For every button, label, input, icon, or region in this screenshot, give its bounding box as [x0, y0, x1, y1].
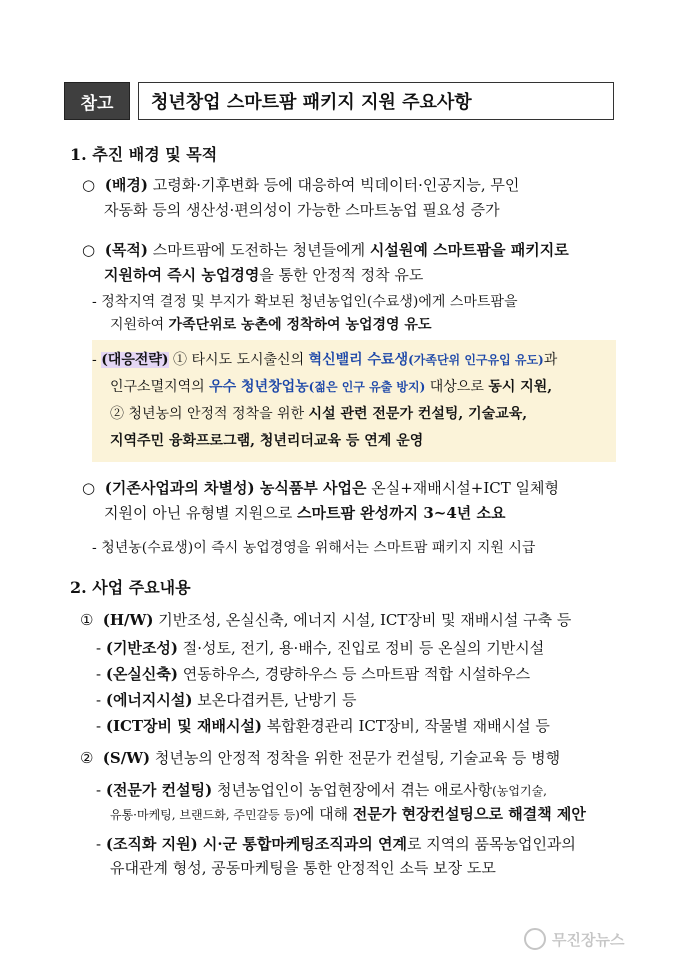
- difference-sub-line: [92, 538, 535, 558]
- strategy-paren1: (가족단위 인구유입 유도): [408, 353, 544, 367]
- strategy-innovation-valley: 혁신밸리 수료생: [308, 352, 409, 368]
- circle-bullet-icon: ○: [82, 241, 96, 259]
- strategy-text3a: ② 청년농의 안정적 정착을 위한: [110, 406, 309, 422]
- hw-item-text: 연동하우스, 경량하우스 등 스마트팜 적합 시설하우스: [178, 665, 531, 683]
- strategy-text2c: 동시 지원,: [488, 379, 553, 395]
- hw-item: - (기반조성) 절·성토, 전기, 용·배수, 진입로 정비 등 온실의 기반시설: [96, 639, 545, 657]
- dash-bullet: -: [92, 352, 97, 368]
- hw-item-label: (기반조성): [105, 639, 178, 657]
- sw-org-label: (조직화 지원) 시·군 통합마케팅조직과의 연계: [105, 835, 407, 853]
- sw-text: 청년농의 안정적 정착을 위한 전문가 컨설팅, 기술교육 등 병행: [150, 749, 561, 767]
- watermark-seal-icon: [524, 928, 546, 950]
- circle-bullet-icon: ○: [82, 479, 96, 497]
- strategy-line1: [92, 350, 557, 370]
- purpose-sub-text2a: 지원하여: [110, 317, 169, 333]
- sw-org-line2: 유대관계 형성, 공동마케팅을 통한 안정적인 소득 보장 도모: [110, 859, 496, 877]
- sw-consult-text2b: 전문가 현장컨설팅으로 해결책 제안: [352, 805, 586, 823]
- section1-heading: 1. 추진 배경 및 목적: [70, 145, 218, 164]
- watermark-text: 무진장뉴스: [552, 930, 625, 949]
- hw-item-text: 보온다겹커튼, 난방기 등: [192, 691, 357, 709]
- sw-org-text1a: 로 지역의 품목농업인과의: [406, 835, 576, 853]
- reference-tag: 참고: [64, 82, 130, 120]
- purpose-text2a: 지원하여 즉시 농업경영: [104, 266, 260, 284]
- section2-heading: 2. 사업 주요내용: [70, 578, 191, 597]
- strategy-line2: [110, 377, 552, 397]
- strategy-line4: 지역주민 융화프로그램, 청년리더교육 등 연계 운영: [110, 433, 424, 449]
- strategy-line3: [110, 404, 527, 424]
- circle-bullet-icon: ○: [82, 176, 96, 194]
- sw-org-line1: - (조직화 지원) 시·군 통합마케팅조직과의 연계로 지역의 품목농업인과의: [96, 835, 576, 853]
- hw-item: - (ICT장비 및 재배시설) 복합환경관리 ICT장비, 작물별 재배시설 등: [96, 717, 550, 735]
- circled-two-icon: ②: [80, 749, 94, 767]
- dash-bullet: -: [92, 294, 97, 310]
- difference-line2: [104, 503, 505, 523]
- strategy-young-farmers: 우수 청년창업농: [209, 379, 309, 395]
- sw-label: (S/W): [102, 749, 151, 767]
- document-title: 청년창업 스마트팜 패키지 지원 주요사항: [138, 82, 614, 120]
- hw-item: - (온실신축) 연동하우스, 경량하우스 등 스마트팜 적합 시설하우스: [96, 665, 531, 683]
- background-label: (배경): [104, 176, 148, 194]
- hw-item: - (에너지시설) 보온다겹커튼, 난방기 등: [96, 691, 357, 709]
- sw-consult-label: (전문가 컨설팅): [105, 781, 213, 799]
- strategy-text3b: 시설 관련 전문가 컨설팅, 기술교육,: [308, 406, 528, 422]
- purpose-sub-text2b: 가족단위로 농촌에 정착하여 농업경영 유도: [168, 317, 432, 333]
- purpose-text1a: 스마트팜에 도전하는 청년들에게: [147, 241, 370, 259]
- purpose-sub-text1: 정착지역 결정 및 부지가 확보된 청년농업인(수료생)에게 스마트팜을: [101, 294, 518, 310]
- purpose-line1: [82, 240, 569, 260]
- hw-text: 기반조성, 온실신축, 에너지 시설, ICT장비 및 재배시설 구축 등: [153, 611, 572, 629]
- purpose-sub-line2: [110, 315, 431, 335]
- document-header: [64, 82, 614, 120]
- difference-text2a: 지원이 아닌 유형별 지원으로: [104, 504, 297, 522]
- strategy-text2a: 인구소멸지역의: [110, 379, 210, 395]
- difference-sub-text: 청년농(수료생)이 즉시 농업경영을 위해서는 스마트팜 패키지 지원 시급: [101, 540, 536, 556]
- sw-line: [80, 748, 560, 768]
- background-text1: 고령화·기후변화 등에 대응하여 빅데이터·인공지능, 무인: [147, 176, 520, 194]
- watermark: [524, 922, 674, 956]
- background-line2: 자동화 등의 생산성·편의성이 가능한 스마트농업 필요성 증가: [104, 201, 500, 219]
- hw-item-label: (에너지시설): [105, 691, 193, 709]
- hw-item-label: (ICT장비 및 재배시설): [105, 717, 263, 735]
- circled-one-icon: ①: [80, 611, 94, 629]
- hw-line: [80, 610, 571, 630]
- sw-consult-line2: [110, 804, 586, 825]
- strategy-paren2: (젊은 인구 유출 방지): [308, 380, 426, 394]
- hw-label: (H/W): [102, 611, 154, 629]
- strategy-text2b: 대상으로: [425, 379, 489, 395]
- difference-line1: [82, 478, 559, 498]
- purpose-text1b: 시설원예 스마트팜을 패키지로: [369, 241, 569, 259]
- purpose-label: (목적): [104, 241, 148, 259]
- purpose-sub-line1: [92, 292, 517, 312]
- difference-text1a: (기존사업과의 차별성) 농식품부 사업은: [104, 479, 367, 497]
- hw-item-text: 복합환경관리 ICT장비, 작물별 재배시설 등: [262, 717, 550, 735]
- strategy-text1a: ① 타시도 도시출신의: [168, 352, 309, 368]
- sw-consult-text1a: 청년농업인이 농업현장에서 겪는 애로사항: [212, 781, 493, 799]
- dash-bullet: -: [92, 540, 97, 556]
- strategy-text1-tail: 과: [543, 352, 558, 368]
- sw-consult-small1: (농업기술,: [492, 784, 547, 798]
- purpose-text2b: 을 통한 안정적 정착 유도: [259, 266, 424, 284]
- difference-text2b: 스마트팜 완성까지 3~4년 소요: [296, 504, 506, 522]
- purpose-line2: [104, 265, 423, 285]
- hw-item-text: 절·성토, 전기, 용·배수, 진입로 정비 등 온실의 기반시설: [178, 639, 545, 657]
- background-line1: [82, 175, 519, 195]
- sw-consult-small2: 유통·마케팅, 브랜드화, 주민갈등 등): [110, 808, 300, 822]
- strategy-label: (대응전략): [101, 352, 169, 368]
- hw-item-label: (온실신축): [105, 665, 178, 683]
- sw-consult-text2a: 에 대해: [299, 805, 353, 823]
- sw-consult-line1: - (전문가 컨설팅) 청년농업인이 농업현장에서 겪는 애로사항(농업기술,: [96, 781, 547, 799]
- difference-text1b: 온실+재배시설+ICT 일체형: [366, 479, 559, 497]
